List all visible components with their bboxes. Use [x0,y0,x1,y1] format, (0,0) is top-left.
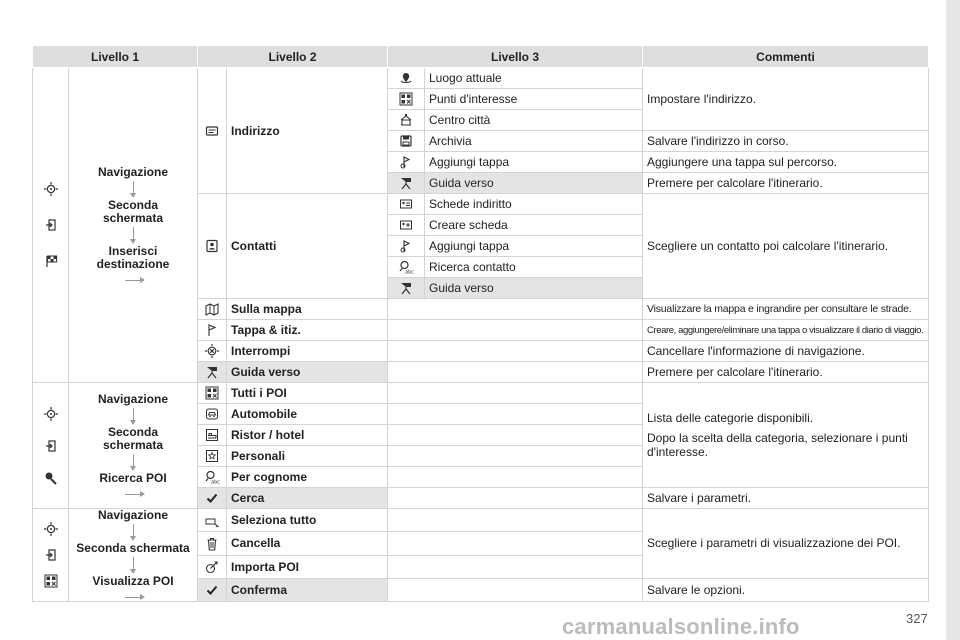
contacts-icon [205,239,219,253]
table-row [33,509,929,532]
down-arrow-icon [133,181,134,195]
cm-lista [643,383,929,488]
guide-to-icon [205,365,219,379]
current-location-icon-cell [388,68,425,89]
cm-display: Scegliere i parametri di visualizzazione dei POI. [643,509,929,579]
search-poi-label: Ricerca POI [99,471,167,485]
contacts-icon-cell [198,194,227,299]
l3-aggiungi1[interactable]: Aggiungi tappa [425,152,643,173]
second-screen-label-2: schermata [102,438,164,452]
down-arrow-icon [133,227,134,241]
search-contact-icon-cell [388,257,425,278]
empty-cell [388,299,643,320]
empty-cell [388,446,643,467]
city-center-icon-cell [388,110,425,131]
table-row [33,383,929,404]
header-livello2: Livello 2 [198,46,388,68]
flag-icon [205,323,219,337]
right-arrow-icon [125,280,141,281]
check-icon-cell [198,578,227,601]
second-screen-label: Seconda [107,425,158,439]
l3-guida2[interactable]: Guida verso [425,278,643,299]
l3-guida1[interactable]: Guida verso [425,173,643,194]
hotel-icon [205,428,219,442]
add-stage-icon [399,239,413,253]
cm-conf: Salvare le opzioni. [643,578,929,601]
city-center-icon [399,113,413,127]
l2-imp[interactable]: Importa POI [227,555,388,578]
empty-cell [388,362,643,383]
watermark: carmanualsonline.info [562,614,800,639]
stop-nav-icon-cell [198,341,227,362]
header-row [33,46,929,68]
cm-salvare: Salvare l'indirizzo in corso. [643,131,929,152]
level1-path [69,68,198,383]
l2-contatti[interactable]: Contatti [227,194,388,299]
checkered-flag-icon [44,254,58,268]
display-poi-label: Visualizza POI [92,574,174,588]
address-card-icon [399,197,413,211]
level1-path-poi [69,383,198,509]
cm-mappa: Visualizzare la mappa e ingrandire per consultare le strade. [643,299,929,320]
svg-text:abc: abc [405,269,414,276]
cm-lista-2: Dopo la scelta della categoria, selezionare i punti d'interesse. [647,431,908,459]
second-screen-icon [44,218,58,232]
trash-icon [205,537,219,551]
level1-path-display [69,509,198,602]
add-stage-icon-cell [388,236,425,257]
star-icon-cell [198,446,227,467]
current-location-icon [399,71,413,85]
star-icon [205,449,219,463]
l3-ricerca[interactable]: Ricerca contatto [425,257,643,278]
map-icon [205,302,219,316]
menu-table-container [32,45,928,602]
trash-icon-cell [198,532,227,555]
guide-to-icon-cell [198,362,227,383]
guide-to-icon-cell [388,173,425,194]
hotel-icon-cell [198,425,227,446]
l3-archivia[interactable]: Archivia [425,131,643,152]
l2-pers[interactable]: Personali [227,446,388,467]
poi-icon [44,574,58,588]
search-abc-icon [399,260,413,274]
l2-sel[interactable]: Seleziona tutto [227,509,388,532]
import-icon-cell [198,555,227,578]
menu-table [32,45,929,602]
page-edge-tab [946,0,960,640]
create-card-icon [399,218,413,232]
enter-destination-label: Inserisci [108,244,158,258]
empty-cell [388,555,643,578]
car-icon-cell [198,404,227,425]
search-abc-icon [205,470,219,484]
empty-cell [388,425,643,446]
l3-luogo[interactable]: Luogo attuale [425,68,643,89]
save-icon-cell [388,131,425,152]
empty-cell [388,578,643,601]
second-screen-icon [44,439,58,453]
all-poi-icon-cell [198,383,227,404]
guide-to-icon [399,281,413,295]
guide-to-icon [399,176,413,190]
cm-aggiungere: Aggiungere una tappa sul percorso. [643,152,929,173]
down-arrow-icon [133,454,134,468]
down-arrow-icon [133,524,134,538]
empty-cell [388,320,643,341]
empty-cell [388,404,643,425]
l2-mappa[interactable]: Sulla mappa [227,299,388,320]
map-icon-cell [198,299,227,320]
l3-punti[interactable]: Punti d'interesse [425,89,643,110]
usb-import-icon [205,560,219,574]
stop-navigation-icon [205,344,219,358]
page-number: 327 [906,611,928,626]
empty-cell [388,509,643,532]
l2-indirizzo[interactable]: Indirizzo [227,68,388,194]
cm-cerca: Salvare i parametri. [643,488,929,509]
nav-label: Navigazione [97,165,169,179]
l3-aggiungi2[interactable]: Aggiungi tappa [425,236,643,257]
cm-guida: Premere per calcolare l'itinerario. [643,362,929,383]
car-icon [205,407,219,421]
navigation-icon [44,522,58,536]
enter-destination-label-2: destinazione [96,257,170,271]
guide-to-icon-cell [388,278,425,299]
add-stage-icon [399,155,413,169]
level1-icons-display [33,509,69,602]
cm-interrompi: Cancellare l'informazione di navigazione. [643,341,929,362]
level1-icons-poi [33,383,69,509]
save-icon [399,134,413,148]
l2-canc[interactable]: Cancella [227,532,388,555]
empty-cell [388,383,643,404]
nav-label: Navigazione [97,508,169,522]
table-row [33,68,929,89]
svg-text:abc: abc [211,479,220,486]
l2-cerca[interactable]: Cerca [227,488,388,509]
select-all-icon-cell [198,509,227,532]
l3-schede[interactable]: Schede indiritto [425,194,643,215]
header-commenti: Commenti [643,46,929,68]
poi-icon [399,92,413,106]
header-livello3: Livello 3 [388,46,643,68]
check-icon [205,491,219,505]
l2-tappa[interactable]: Tappa & itiz. [227,320,388,341]
l2-guida[interactable]: Guida verso [227,362,388,383]
empty-cell [388,532,643,555]
address-icon [205,124,219,138]
stage-icon-cell [198,320,227,341]
poi-icon-cell [388,89,425,110]
level1-icons [33,68,69,383]
nav-label: Navigazione [97,392,169,406]
l2-ristor[interactable]: Ristor / hotel [227,425,388,446]
add-stage-icon-cell [388,152,425,173]
l2-auto[interactable]: Automobile [227,404,388,425]
check-icon [205,583,219,597]
l2-cogn[interactable]: Per cognome [227,467,388,488]
empty-cell [388,488,643,509]
header-livello1: Livello 1 [33,46,198,68]
create-card-icon-cell [388,215,425,236]
cm-impostare: Impostare l'indirizzo. [643,68,929,131]
poi-search-icon [44,471,58,485]
empty-cell [388,341,643,362]
l3-centro[interactable]: Centro città [425,110,643,131]
down-arrow-icon [133,557,134,571]
second-screen-icon [44,548,58,562]
select-all-icon [205,514,219,528]
cm-scegliere: Scegliere un contatto poi calcolare l'itinerario. [643,194,929,299]
cm-premere: Premere per calcolare l'itinerario. [643,173,929,194]
address-card-icon-cell [388,194,425,215]
second-screen-label: Seconda [107,198,158,212]
address-icon-cell [198,68,227,194]
right-arrow-icon [125,494,141,495]
cm-tappa: Creare, aggiungere/eliminare una tappa o visualizzare il diario di viaggio. [643,320,929,341]
check-icon-cell [198,488,227,509]
l2-tutti[interactable]: Tutti i POI [227,383,388,404]
cm-lista-1: Lista delle categorie disponibili. [647,411,814,425]
navigation-icon [44,407,58,421]
down-arrow-icon [133,408,134,422]
right-arrow-icon [125,597,141,598]
search-name-icon-cell [198,467,227,488]
l2-interrompi[interactable]: Interrompi [227,341,388,362]
poi-icon [205,386,219,400]
empty-cell [388,467,643,488]
second-screen-label-2: schermata [102,211,164,225]
second-screen-label: Seconda schermata [76,541,190,555]
l3-creare[interactable]: Creare scheda [425,215,643,236]
navigation-icon [44,182,58,196]
l2-conf[interactable]: Conferma [227,578,388,601]
